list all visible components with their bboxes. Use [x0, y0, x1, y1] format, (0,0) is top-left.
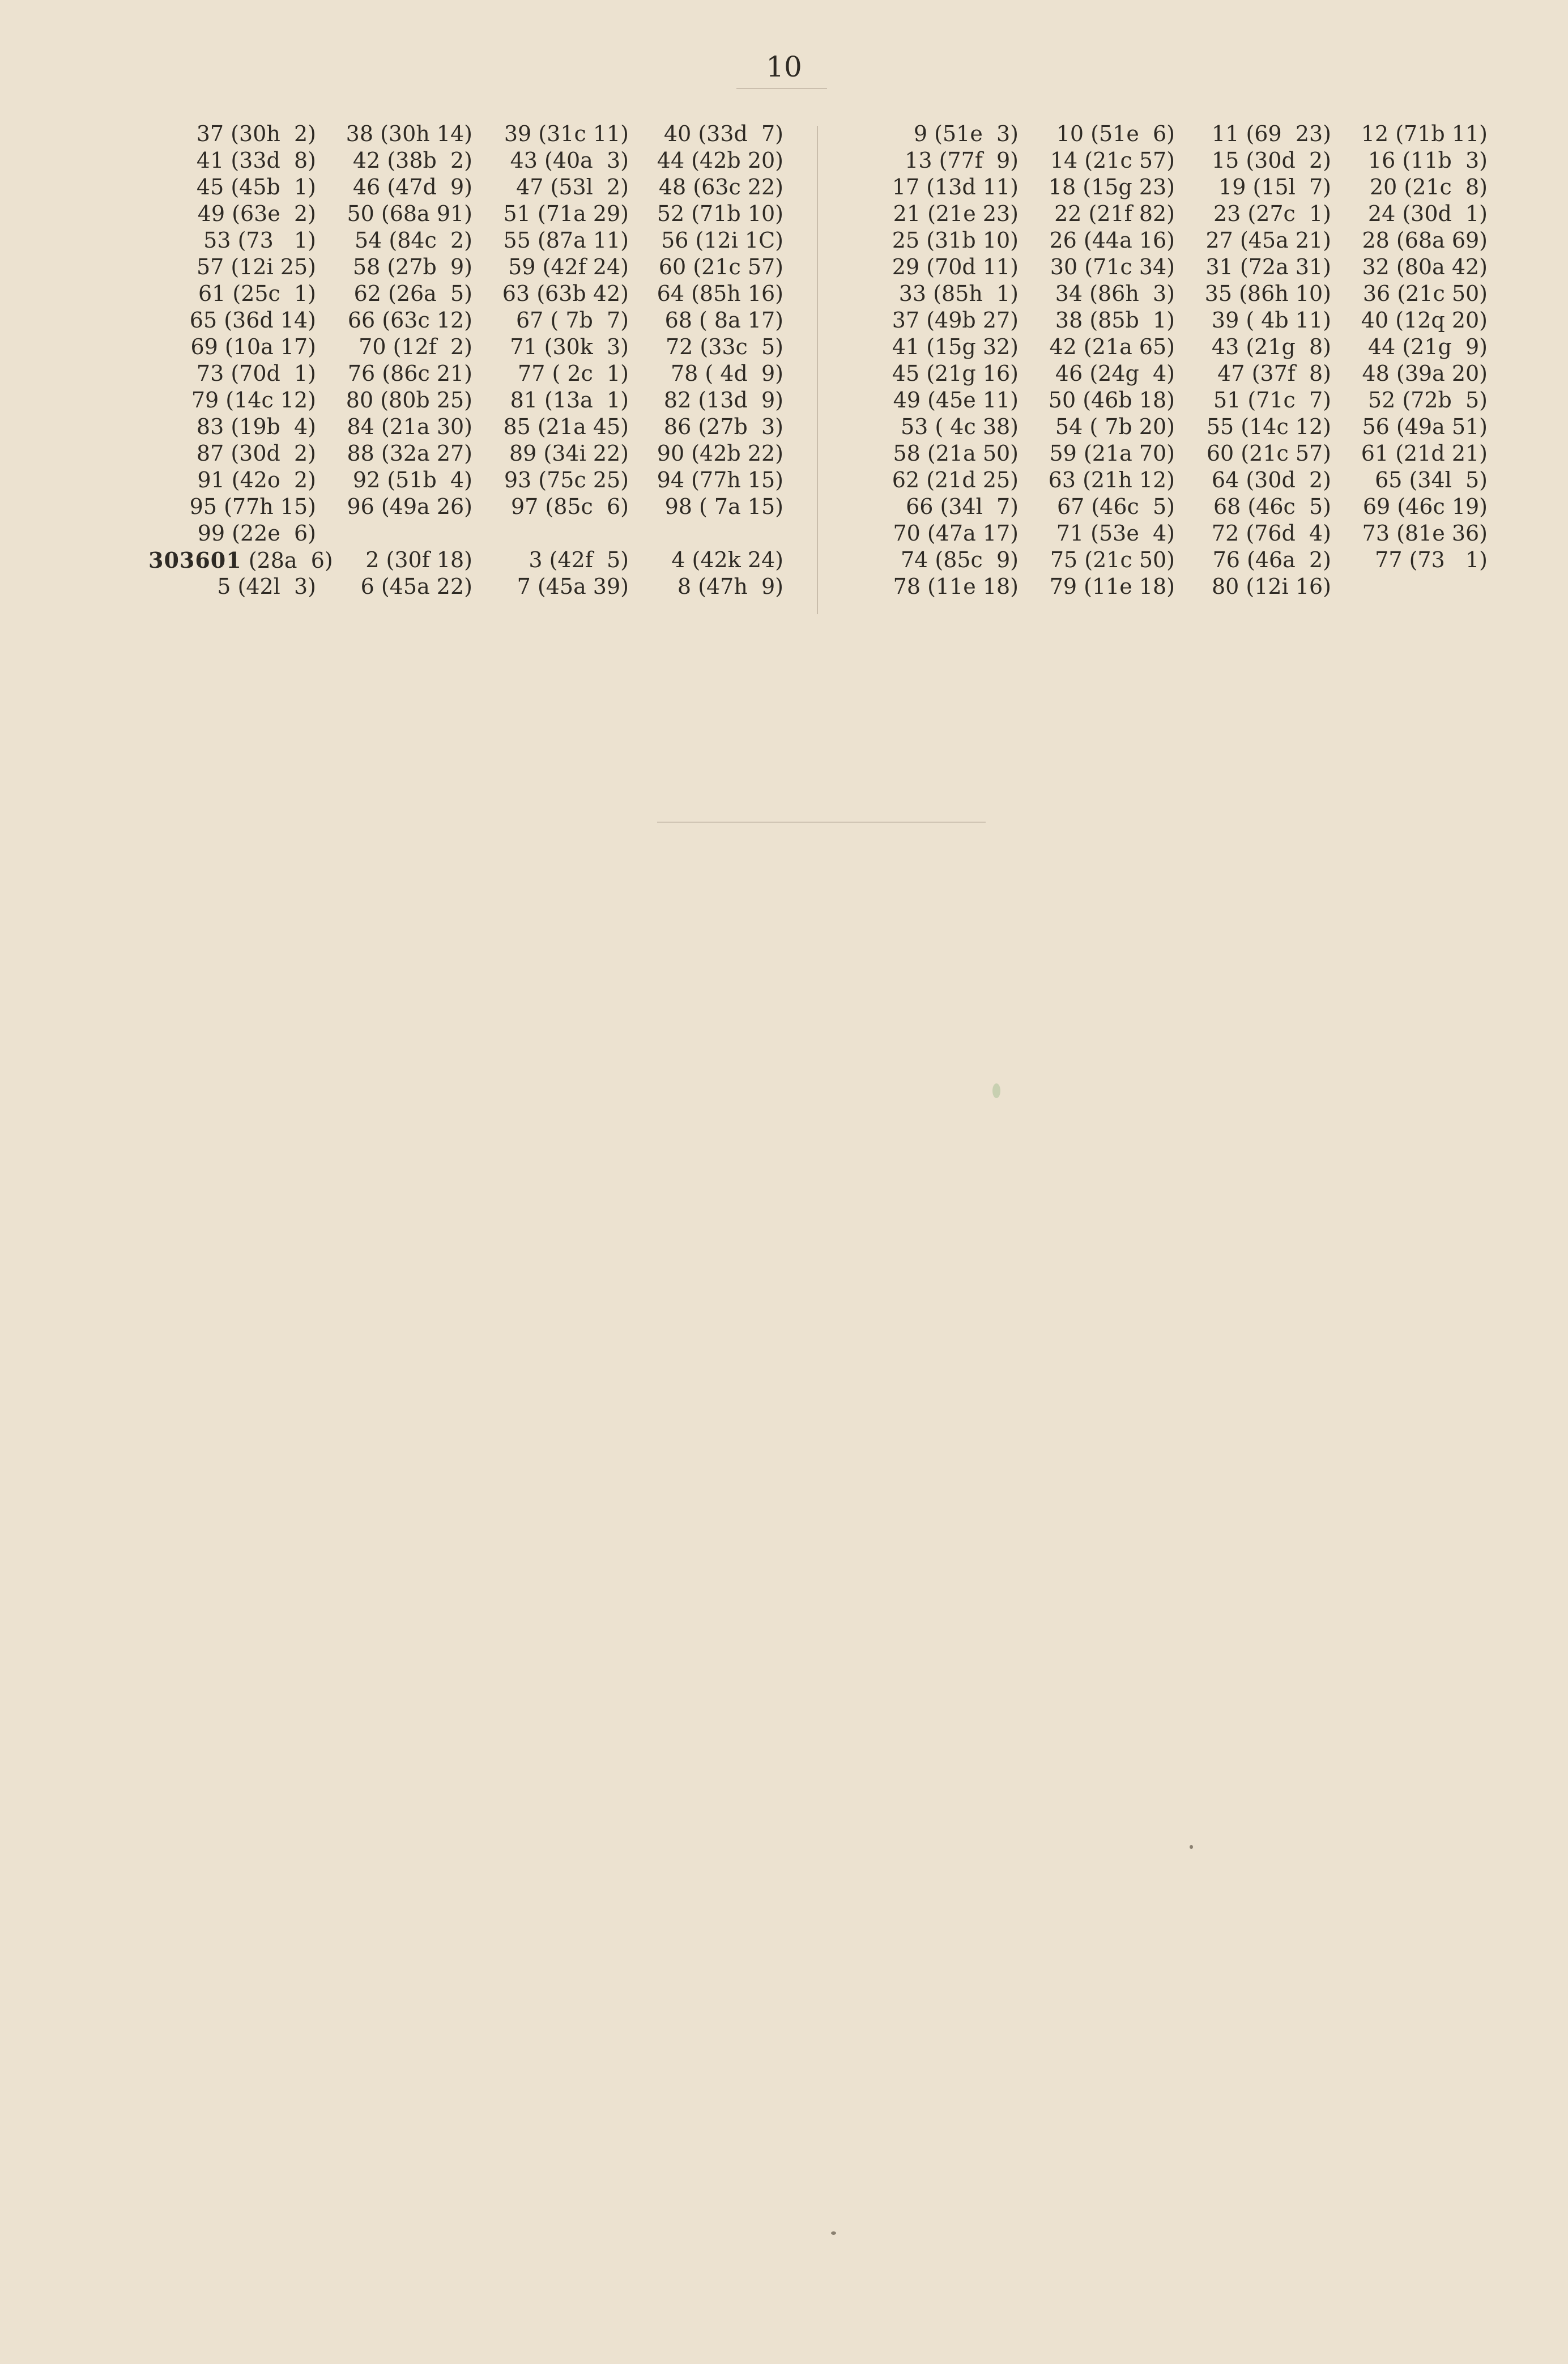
index-entry — [629, 520, 783, 547]
index-entry: 67 ( 7b 7) — [516, 308, 629, 333]
index-entry: 5 (42l 3) — [217, 574, 316, 599]
index-entry: 38 (85b 1) — [1055, 308, 1175, 333]
index-row — [148, 307, 797, 334]
index-entry: 36 (21c 50) — [1362, 281, 1488, 306]
index-entry: 45 (21g 16) — [892, 361, 1019, 386]
index-entry: 72 (76d 4) — [1211, 521, 1331, 546]
index-entry: 71 (30k 3) — [510, 334, 629, 359]
index-entry: 54 ( 7b 20) — [1055, 414, 1175, 439]
index-entry: 37 (49b 27) — [892, 308, 1019, 333]
index-entry: 45 (45b 1) — [196, 175, 316, 199]
index-entry: 91 (42o 2) — [197, 467, 316, 492]
paper-speck — [992, 1083, 1000, 1098]
index-entry: 89 (34i 22) — [509, 441, 629, 466]
index-entry: 25 (31b 10) — [892, 228, 1019, 253]
index-entry: 44 (42b 20) — [657, 148, 783, 173]
index-row — [148, 520, 797, 547]
index-row — [148, 227, 797, 254]
index-entry: 56 (12i 1C) — [661, 228, 783, 253]
index-row — [855, 174, 1501, 201]
index-entry: 13 (77f 9) — [905, 148, 1019, 173]
index-entry — [472, 520, 629, 547]
index-entry: 27 (45a 21) — [1205, 228, 1331, 253]
index-row — [855, 280, 1501, 307]
index-entry: 30 (71c 34) — [1050, 254, 1175, 279]
index-row — [855, 254, 1501, 280]
index-entry: 21 (21e 23) — [893, 201, 1019, 226]
index-entry: 55 (87a 11) — [503, 228, 629, 253]
index-entry: 15 (30d 2) — [1211, 148, 1331, 173]
index-entry: 77 (73 1) — [1375, 547, 1488, 572]
index-entry: 87 (30d 2) — [196, 441, 316, 466]
index-entry: 9 (51e 3) — [913, 121, 1019, 146]
index-entry: 41 (15g 32) — [892, 334, 1019, 359]
index-entry — [1331, 573, 1488, 600]
index-entry: 51 (71a 29) — [503, 201, 629, 226]
right-index-column — [855, 121, 1501, 600]
index-entry: 60 (21c 57) — [658, 254, 783, 279]
index-row — [855, 201, 1501, 227]
index-row — [148, 147, 797, 174]
index-entry: 69 (46c 19) — [1362, 494, 1488, 519]
index-entry: 78 ( 4d 9) — [671, 361, 783, 386]
index-row — [855, 573, 1501, 600]
index-entry: 63 (21h 12) — [1048, 467, 1175, 492]
index-entry: 34 (86h 3) — [1055, 281, 1175, 306]
index-entry: 42 (21a 65) — [1049, 334, 1175, 359]
index-entry: 73 (81e 36) — [1362, 521, 1488, 546]
index-entry: 47 (53l 2) — [516, 175, 629, 199]
index-entry: 78 (11e 18) — [893, 574, 1019, 599]
index-row — [148, 414, 797, 440]
lead-serial-number: 303601 — [148, 547, 242, 573]
index-entry: 72 (33c 5) — [665, 334, 783, 359]
index-entry: 80 (12i 16) — [1211, 574, 1331, 599]
index-row — [855, 334, 1501, 360]
index-entry: 61 (25c 1) — [198, 281, 316, 306]
index-entry: 76 (46a 2) — [1212, 547, 1331, 572]
index-entry: 53 ( 4c 38) — [900, 414, 1019, 439]
index-entry: 8 (47h 9) — [677, 574, 783, 599]
index-entry: 12 (71b 11) — [1361, 121, 1488, 146]
index-entry: 39 ( 4b 11) — [1211, 308, 1331, 333]
index-row — [855, 494, 1501, 520]
index-row — [855, 547, 1501, 573]
index-entry: 77 ( 2c 1) — [518, 361, 629, 386]
index-entry: 70 (12f 2) — [359, 334, 472, 359]
index-entry: 99 (22e 6) — [197, 521, 316, 546]
index-entry: 16 (11b 3) — [1367, 148, 1488, 173]
index-entry: 10 (51e 6) — [1056, 121, 1175, 146]
index-row — [855, 467, 1501, 494]
index-entry: 83 (19b 4) — [196, 414, 316, 439]
index-entry: 66 (34l 7) — [906, 494, 1019, 519]
paper-speck — [1190, 1845, 1193, 1849]
index-row — [148, 547, 797, 573]
index-entry: 90 (42b 22) — [657, 441, 783, 466]
index-entry: 49 (45e 11) — [893, 388, 1019, 413]
index-row — [148, 280, 797, 307]
index-entry: 17 (13d 11) — [892, 175, 1019, 199]
index-row — [855, 147, 1501, 174]
index-entry: 64 (85h 16) — [657, 281, 783, 306]
lead-entry-rest: (28a 6) — [241, 548, 333, 573]
index-entry: 97 (85c 6) — [510, 494, 629, 519]
index-entry: 3 (42f 5) — [529, 547, 629, 572]
index-entry: 40 (33d 7) — [663, 121, 783, 146]
index-entry: 43 (21g 8) — [1211, 334, 1331, 359]
index-entry: 47 (37f 8) — [1217, 361, 1331, 386]
index-entry: 49 (63e 2) — [197, 201, 316, 226]
index-entry: 32 (80a 42) — [1362, 254, 1488, 279]
index-entry: 43 (40a 3) — [510, 148, 629, 173]
index-entry: 68 (46c 5) — [1213, 494, 1331, 519]
index-entry: 94 (77h 15) — [657, 467, 783, 492]
index-entry — [316, 520, 472, 547]
index-entry: 60 (21c 57) — [1206, 441, 1331, 466]
index-row — [855, 520, 1501, 547]
index-entry: 59 (42f 24) — [508, 254, 629, 279]
index-entry: 40 (12q 20) — [1361, 308, 1488, 333]
index-entry: 81 (13a 1) — [510, 388, 629, 413]
index-entry: 61 (21d 21) — [1361, 441, 1488, 466]
index-entry: 26 (44a 16) — [1049, 228, 1175, 253]
index-entry: 46 (24g 4) — [1055, 361, 1175, 386]
index-entry: 65 (34l 5) — [1375, 467, 1488, 492]
index-entry: 31 (72a 31) — [1205, 254, 1331, 279]
index-entry: 20 (21c 8) — [1369, 175, 1488, 199]
index-entry: 56 (49a 51) — [1362, 414, 1488, 439]
section-end-rule — [657, 822, 986, 823]
index-entry: 48 (39a 20) — [1362, 361, 1488, 386]
index-entry: 52 (72b 5) — [1367, 388, 1488, 413]
index-entry: 92 (51b 4) — [352, 467, 472, 492]
index-entry: 37 (30h 2) — [196, 121, 316, 146]
index-entry: 86 (27b 3) — [663, 414, 783, 439]
index-entry: 44 (21g 9) — [1367, 334, 1488, 359]
index-row — [148, 254, 797, 280]
index-entry: 24 (30d 1) — [1367, 201, 1488, 226]
index-row — [148, 467, 797, 494]
index-entry: 79 (14c 12) — [191, 388, 316, 413]
index-row — [148, 334, 797, 360]
index-entry: 14 (21c 57) — [1050, 148, 1175, 173]
index-entry: 69 (10a 17) — [190, 334, 316, 359]
index-entry: 53 (73 1) — [203, 228, 316, 253]
index-entry: 85 (21a 45) — [503, 414, 629, 439]
index-entry: 35 (86h 10) — [1204, 281, 1331, 306]
index-entry: 70 (47a 17) — [893, 521, 1019, 546]
index-entry: 80 (80b 25) — [346, 388, 472, 413]
index-row — [855, 227, 1501, 254]
index-entry: 66 (63c 12) — [347, 308, 472, 333]
index-entry: 7 (45a 39) — [517, 574, 629, 599]
index-row — [855, 387, 1501, 414]
index-entry: 79 (11e 18) — [1049, 574, 1175, 599]
index-entry: 23 (27c 1) — [1213, 201, 1331, 226]
index-entry: 50 (68a 91) — [347, 201, 472, 226]
index-entry: 54 (84c 2) — [354, 228, 472, 253]
column-divider — [817, 126, 818, 614]
index-row — [855, 307, 1501, 334]
index-entry: 84 (21a 30) — [347, 414, 472, 439]
index-row — [148, 440, 797, 467]
index-entry: 96 (49a 26) — [347, 494, 472, 519]
index-entry: 18 (15g 23) — [1048, 175, 1175, 199]
index-entry: 62 (26a 5) — [353, 281, 472, 306]
index-row — [148, 121, 797, 147]
index-entry: 42 (38b 2) — [352, 148, 472, 173]
index-entry: 64 (30d 2) — [1211, 467, 1331, 492]
index-entry: 67 (46c 5) — [1056, 494, 1175, 519]
index-entry: 88 (32a 27) — [347, 441, 472, 466]
index-row — [148, 494, 797, 520]
index-entry: 73 (70d 1) — [196, 361, 316, 386]
index-row — [855, 121, 1501, 147]
index-entry: 62 (21d 25) — [892, 467, 1019, 492]
index-entry: 2 (30f 18) — [365, 547, 472, 572]
index-entry: 82 (13d 9) — [663, 388, 783, 413]
index-entry: 58 (27b 9) — [352, 254, 472, 279]
paper-speck — [831, 2231, 836, 2235]
index-row — [855, 414, 1501, 440]
index-entry: 6 (45a 22) — [360, 574, 472, 599]
index-entry: 74 (85c 9) — [900, 547, 1019, 572]
index-entry: 50 (46b 18) — [1048, 388, 1175, 413]
index-entry: 55 (14c 12) — [1206, 414, 1331, 439]
index-row — [148, 573, 797, 600]
index-entry: 59 (21a 70) — [1049, 441, 1175, 466]
index-entry: 71 (53e 4) — [1056, 521, 1175, 546]
index-entry: 65 (36d 14) — [189, 308, 316, 333]
page-number-rule — [736, 88, 827, 89]
index-entry — [148, 547, 333, 573]
index-entry: 38 (30h 14) — [346, 121, 472, 146]
index-entry: 51 (71c 7) — [1213, 388, 1331, 413]
page-number: 10 — [766, 50, 802, 83]
index-entry: 46 (47d 9) — [352, 175, 472, 199]
index-entry: 41 (33d 8) — [196, 148, 316, 173]
index-entry: 95 (77h 15) — [189, 494, 316, 519]
index-row — [855, 360, 1501, 387]
index-entry: 93 (75c 25) — [504, 467, 629, 492]
index-entry: 48 (63c 22) — [658, 175, 783, 199]
index-entry: 75 (21c 50) — [1050, 547, 1175, 572]
index-row — [148, 387, 797, 414]
index-entry: 98 ( 7a 15) — [664, 494, 783, 519]
index-row — [855, 440, 1501, 467]
index-entry: 22 (21f 82) — [1054, 201, 1175, 226]
index-entry: 39 (31c 11) — [504, 121, 629, 146]
index-row — [148, 201, 797, 227]
index-entry: 68 ( 8a 17) — [664, 308, 783, 333]
index-entry: 11 (69 23) — [1212, 121, 1331, 146]
index-entry: 57 (12i 25) — [196, 254, 316, 279]
index-entry: 63 (63b 42) — [502, 281, 629, 306]
index-entry: 33 (85h 1) — [898, 281, 1019, 306]
index-row — [148, 174, 797, 201]
index-entry: 19 (15l 7) — [1218, 175, 1331, 199]
index-entry: 29 (70d 11) — [892, 254, 1019, 279]
index-row — [148, 360, 797, 387]
left-index-column — [148, 121, 797, 600]
index-entry: 52 (71b 10) — [657, 201, 783, 226]
index-entry: 76 (86c 21) — [347, 361, 472, 386]
index-entry: 58 (21a 50) — [893, 441, 1019, 466]
index-entry: 4 (42k 24) — [671, 547, 783, 572]
index-entry: 28 (68a 69) — [1362, 228, 1488, 253]
